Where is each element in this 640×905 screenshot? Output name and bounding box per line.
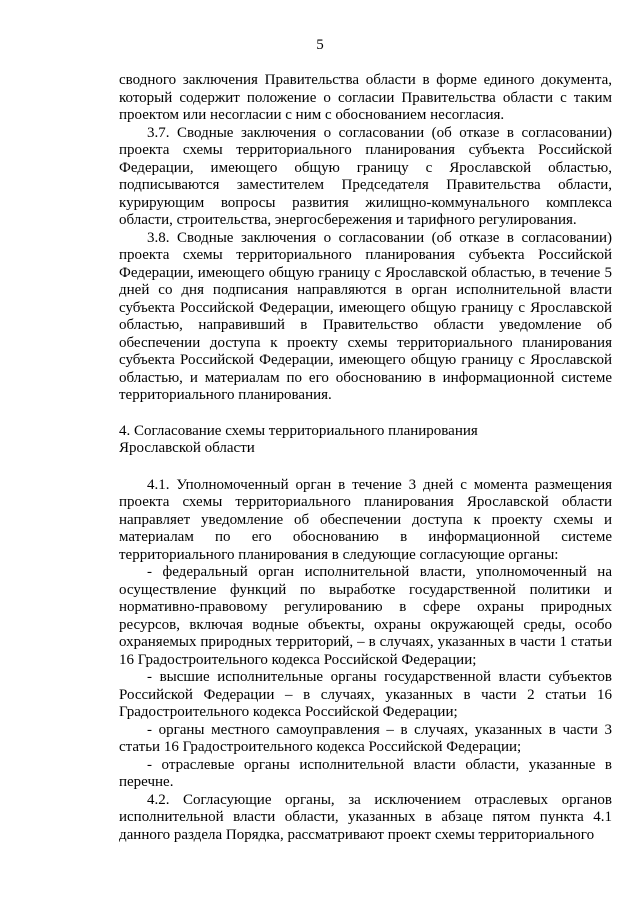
paragraph-3-8: 3.8. Сводные заключения о согласовании (об отказе в согласовании) проекта схемы территориального планирования субъекта Российской Федерации, имеющего общую границу с Ярославской областью, в течение 5 дней со дня подписания направляются в орган исполнительной власти субъекта Российской Федерации, имеющего общую границу с Ярославской областью, направивший в Правительство области уведомление об обеспечении доступа к проекту схемы территориального планирования субъекта Российской Федерации, имеющего общую границу с Ярославской областью, и материалам по его обоснованию в информационной системе территориального планирования. <box>119 229 612 403</box>
paragraph-4-2: 4.2. Согласующие органы, за исключением отраслевых органов исполнительной власти области, указанных в абзаце пятом пункта 4.1 данного раздела Порядка, рассматривают проект схемы территориального <box>119 791 612 843</box>
list-item-local-government: - органы местного самоуправления – в случаях, указанных в части 3 статьи 16 Градостроительного кодекса Российской Федерации; <box>119 721 612 755</box>
list-item-sector-bodies: - отраслевые органы исполнительной власти области, указанные в перечне. <box>119 756 612 790</box>
section-heading <box>119 423 612 458</box>
document-body <box>119 72 612 844</box>
section-heading-line-1: 4. Согласование схемы территориального планирования <box>119 422 478 439</box>
paragraph-4-1: 4.1. Уполномоченный орган в течение 3 дней с момента размещения проекта схемы территориального планирования Ярославской области направляет уведомление об обеспечении доступа к проекту схемы и материалам по его обоснованию в информационной системе территориального планирования в следующие согласующие органы: <box>119 476 612 563</box>
list-item-regional-bodies: - высшие исполнительные органы государственной власти субъектов Российской Федерации – в случаях, указанных в части 2 статьи 16 Градостроительного кодекса Российской Федерации; <box>119 669 612 720</box>
section-heading-line-2: Ярославской области <box>119 440 255 456</box>
page-number: 5 <box>316 37 324 53</box>
list-item-federal-body: - федеральный орган исполнительной власти, уполномоченный на осуществление функций по выработке государственной политики и нормативно-правовому регулированию в сфере охраны природных ресурсов, включая водные объекты, охраны окружающей среды, особо охраняемых природных территорий, – в случаях, указанных в части 1 статьи 16 Градостроительного кодекса Российской Федерации; <box>119 564 612 668</box>
paragraph-continuation: сводного заключения Правительства области в форме единого документа, который содержит положение о согласии Правительства области с таким проектом или несогласии с ним с обоснованием несогласия. <box>119 72 612 123</box>
paragraph-3-7: 3.7. Сводные заключения о согласовании (об отказе в согласовании) проекта схемы территориального планирования субъекта Российской Федерации, имеющего общую границу с Ярославской областью, подписываются заместителем Председателя Правительства области, курирующим вопросы развития жилищно-коммунального комплекса области, строительства, энергосбережения и тарифного регулирования. <box>119 124 612 228</box>
